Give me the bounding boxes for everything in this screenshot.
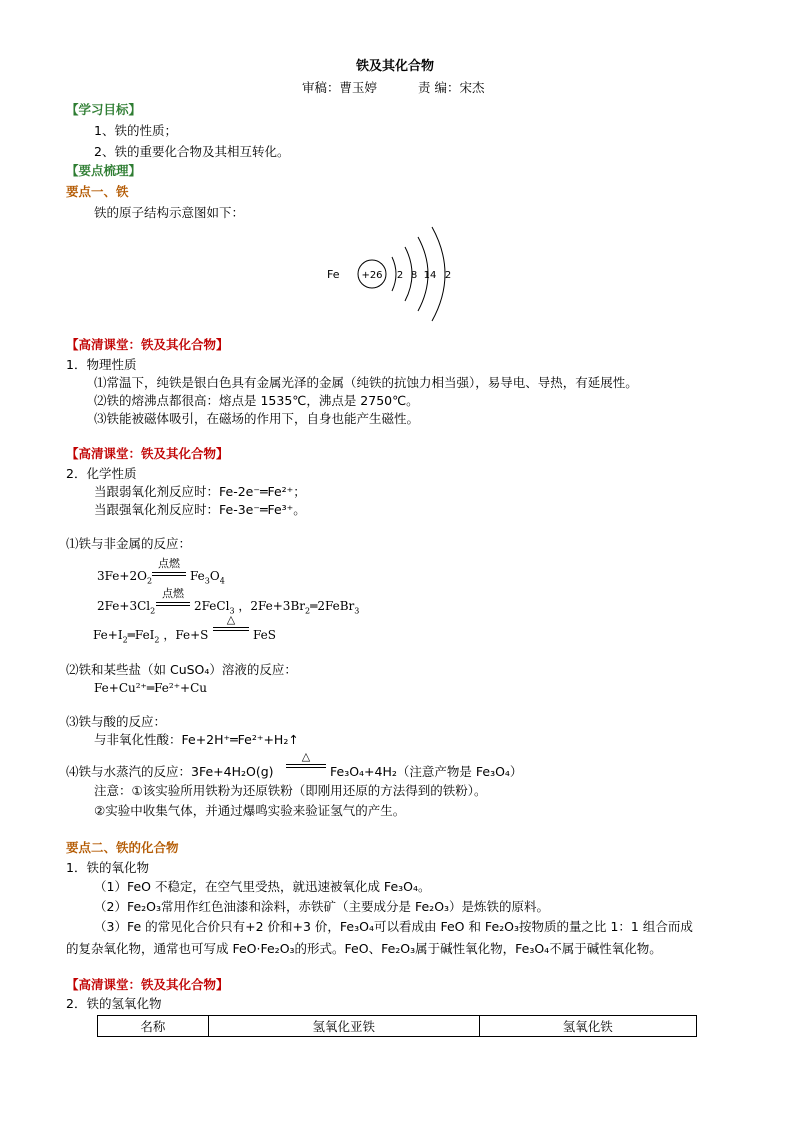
goal-item: 1、铁的性质； <box>94 123 177 138</box>
shell-count: 14 <box>423 270 437 281</box>
condition-heat: △ <box>286 750 326 768</box>
table-header-cell: 氢氧化亚铁 <box>208 1016 479 1037</box>
nonmetal-heading: ⑴铁与非金属的反应： <box>66 536 192 551</box>
oxide-item: （2）Fe₂O₃常用作红色油漆和涂料，赤铁矿（主要成分是 Fe₂O₃）是炼铁的原料。 <box>94 899 550 914</box>
physical-item: ⑶铁能被磁体吸引，在磁场的作用下，自身也能产生磁性。 <box>94 411 420 426</box>
equation-product: 2FeCl$_3$ ，$2Fe+3Br_2═2FeBr_3$ <box>194 599 360 616</box>
class-label: 【高清课堂：铁及其化合物】 <box>66 446 229 461</box>
point1-intro: 铁的原子结构示意图如下： <box>94 205 245 220</box>
salt-heading: ⑵铁和某些盐（如 CuSO₄）溶液的反应： <box>66 662 297 677</box>
steam-note: 注意：①该实验所用铁粉为还原铁粉（即刚用还原的方法得到的铁粉）。 <box>94 783 487 798</box>
physical-item: ⑴常温下，纯铁是银白色具有金属光泽的金属（纯铁的抗蚀力相当强），易导电、导热，有延展性。 <box>94 375 638 390</box>
goal-item: 2、铁的重要化合物及其相互转化。 <box>94 144 290 159</box>
equation-product: $Fe_3O_4$ <box>190 569 225 586</box>
oxide-item: 的复杂氧化物，通常也可写成 FeO·Fe₂O₃的形式。FeO、Fe₂O₃属于碱性氧化物，Fe₃O₄不属于碱性氧化物。 <box>66 941 662 956</box>
oxide-item: （1）FeO 不稳定，在空气里受热，就迅速被氧化成 Fe₃O₄。 <box>94 879 431 894</box>
hydroxide-table <box>97 1015 697 1037</box>
acid-heading: ⑶铁与酸的反应： <box>66 714 167 729</box>
atom-symbol: Fe <box>327 268 340 281</box>
nucleus-charge: +26 <box>361 270 383 281</box>
iron-atom-diagram <box>300 215 480 330</box>
physical-item: ⑵铁的熔沸点都很高：熔点是 1535℃，沸点是 2750℃。 <box>94 393 419 408</box>
condition-burn: 点燃 <box>156 585 190 606</box>
steam-product: Fe₃O₄+4H₂（注意产物是 Fe₃O₄） <box>330 764 523 779</box>
shell-count: 2 <box>444 270 452 281</box>
equation-product: FeS <box>253 628 276 642</box>
table-header-cell: 氢氧化铁 <box>479 1016 696 1037</box>
shell-count: 2 <box>396 270 404 281</box>
class-label: 【高清课堂：铁及其化合物】 <box>66 977 229 992</box>
equation-fe-i2: $Fe+I_2═FeI_2$ ，Fe+S <box>93 628 209 645</box>
steam-note: ②实验中收集气体，并通过爆鸣实验来验证氢气的产生。 <box>94 803 406 818</box>
physical-heading: 1．物理性质 <box>66 357 137 372</box>
equation-fe-o2: $3Fe+2O_2$ <box>97 569 153 586</box>
steam-heading: ⑷铁与水蒸汽的反应：3Fe+4H₂O(g) <box>66 764 274 779</box>
page-title: 铁及其化合物 <box>356 59 435 74</box>
point1-heading: 要点一、铁 <box>66 184 129 199</box>
equation-fe-cl2: $2Fe+3Cl_2$ <box>97 599 156 616</box>
acid-equation: 与非氧化性酸：Fe+2H⁺═Fe²⁺+H₂↑ <box>94 732 299 747</box>
editor: 责 编：宋杰 <box>418 80 485 95</box>
condition-burn: 点燃 <box>152 555 186 576</box>
hydroxide-heading: 2．铁的氢氧化物 <box>66 996 162 1011</box>
chemical-heading: 2．化学性质 <box>66 466 137 481</box>
class-label: 【高清课堂：铁及其化合物】 <box>66 337 229 352</box>
shell-arc <box>392 257 396 291</box>
table-row <box>98 1016 697 1037</box>
goals-header: 【学习目标】 <box>66 102 142 117</box>
point2-heading: 要点二、铁的化合物 <box>66 840 179 855</box>
reviewer: 审稿：曹玉婷 <box>302 80 378 95</box>
weak-oxidant: 当跟弱氧化剂反应时：Fe-2e⁻═Fe²⁺； <box>94 484 306 499</box>
table-header-cell: 名称 <box>98 1016 209 1037</box>
salt-equation: Fe+Cu²⁺═Fe²⁺+Cu <box>94 681 207 695</box>
summary-header: 【要点梳理】 <box>66 163 142 178</box>
oxides-heading: 1．铁的氧化物 <box>66 860 149 875</box>
strong-oxidant: 当跟强氧化剂反应时：Fe-3e⁻═Fe³⁺。 <box>94 502 306 517</box>
condition-heat: △ <box>213 613 249 631</box>
shell-count: 8 <box>410 270 418 281</box>
oxide-item: （3）Fe 的常见化合价只有+2 价和+3 价，Fe₃O₄可以看成由 FeO 和 Fe₂O₃按物质的量之比 1：1 组合而成 <box>94 919 693 934</box>
